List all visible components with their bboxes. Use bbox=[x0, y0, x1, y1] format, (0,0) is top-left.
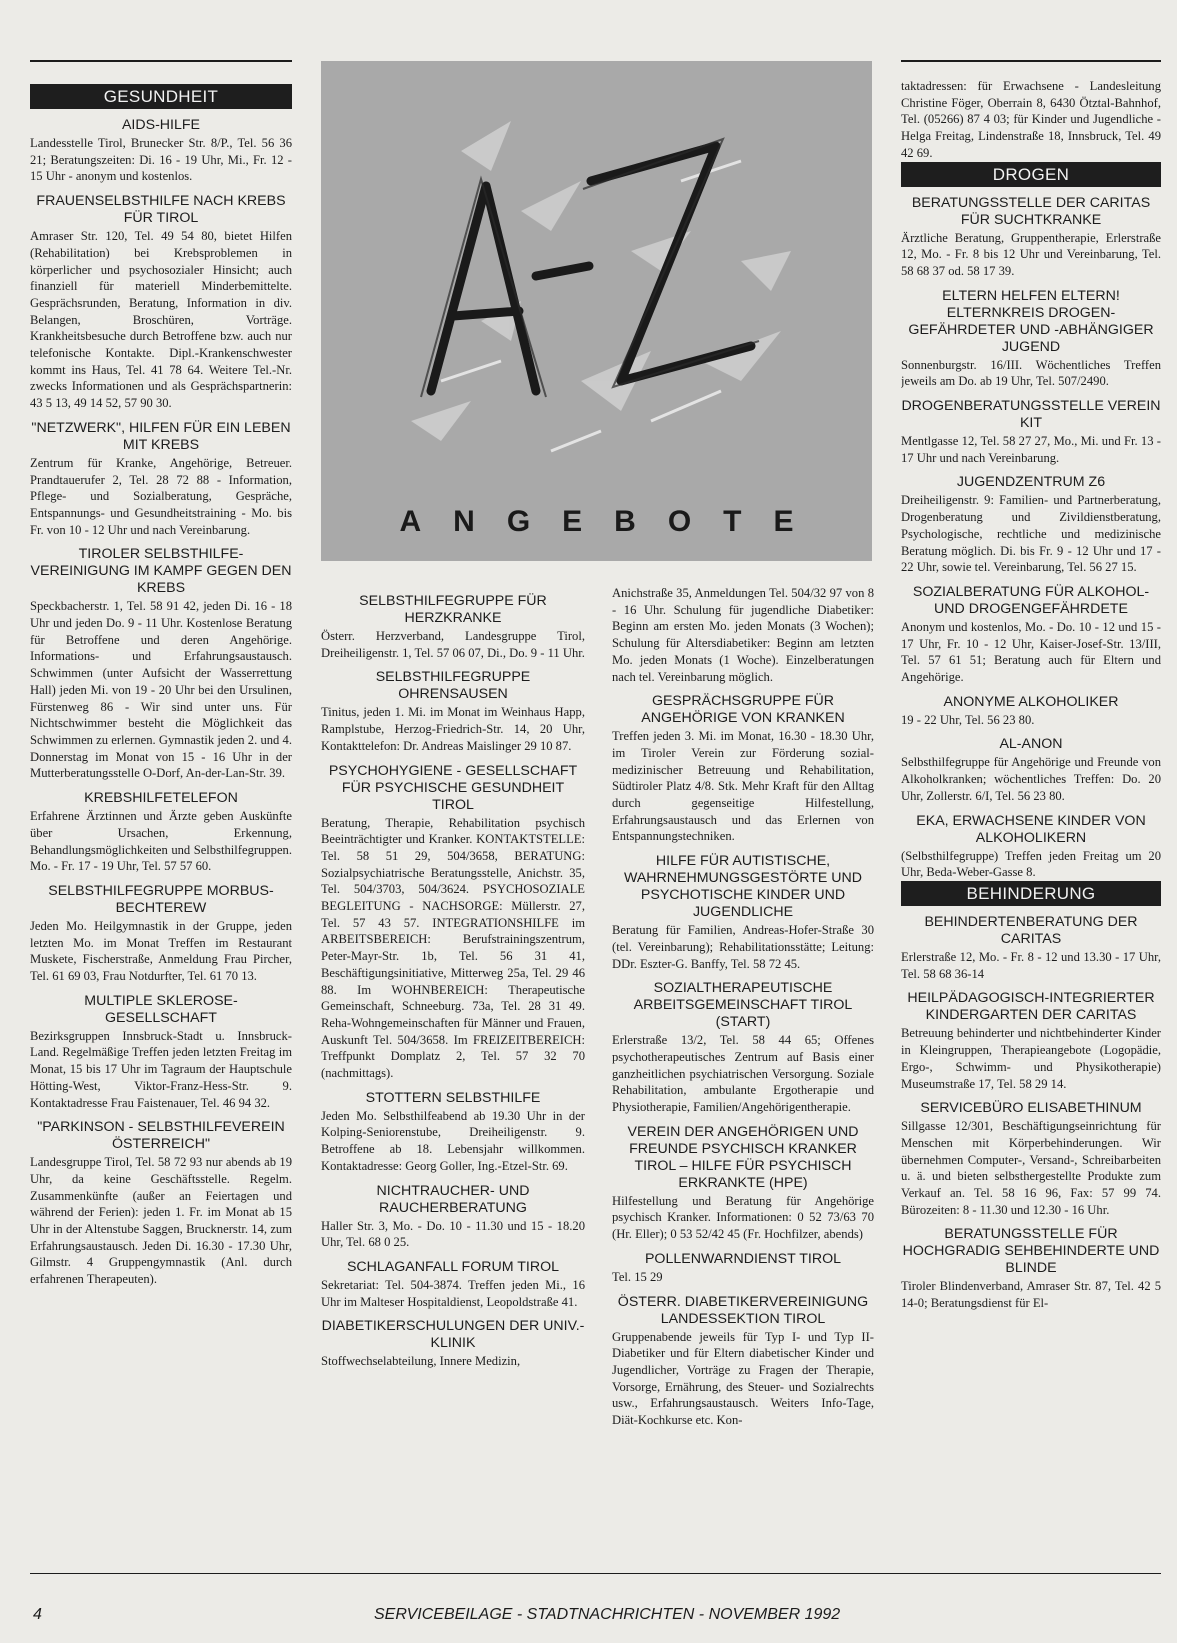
entry-title: ELTERN HELFEN ELTERN! ELTERNKREIS DROGEN-GEFÄHRDETER UND -ABHÄNGIGER JUGEND bbox=[908, 287, 1154, 355]
entry-body: 19 - 22 Uhr, Tel. 56 23 80. bbox=[901, 712, 1035, 727]
entry-body: Sillgasse 12/301, Beschäftigungseinrichtung für Menschen mit Körperbehinderungen. Wir übernehmen Computer-, Versand-, Schreibarbeiten u. ä. und bieten selbsthergestellte Produkte zum Verkauf an. Tel. 58 16 96, Fax: 57 99 74. Bürozeiten: 8 - 11.30 und 12.30 - 16 Uhr. bbox=[901, 1119, 1161, 1217]
entry-title: SOZIALTHERAPEUTISCHE ARBEITSGEMEINSCHAFT TIROL (START) bbox=[633, 980, 853, 1031]
entry-body: Ärztliche Beratung, Gruppentherapie, Erlerstraße 12, Mo. - Fr. 8 bis 12 Uhr und Vereinbarung, Tel. 58 68 37 od. 58 17 39. bbox=[901, 230, 1161, 278]
entry-body: Beratung für Familien, Andreas-Hofer-Straße 30 (tel. Vereinbarung); Rehabilitationsstätte; Leitung: DDr. Eszter-G. Banffy, Tel. 58 72 45. bbox=[612, 923, 874, 971]
angebote-wordmark: ANGEBOTE bbox=[399, 505, 826, 538]
entry-body: Zentrum für Kranke, Angehörige, Betreuer. Prandtauerufer 2, Tel. 28 72 88 - Information, Pflege- und Sozialberatung, Gespräche, Entspannungs- und Gesundheitstraining - Mo. bis Fr. von 10 - 12 Uhr und nach Vereinbarung. bbox=[30, 455, 292, 537]
entry-title: VEREIN DER ANGEHÖRIGEN UND FREUNDE PSYCHISCH KRANKER TIROL – HILFE FÜR PSYCHISCH ERKRANKTE (HPE) bbox=[627, 1123, 859, 1191]
section-header: BEHINDERUNG bbox=[901, 881, 1161, 906]
entry-body: Stoffwechselabteilung, Innere Medizin, bbox=[321, 1354, 521, 1369]
entry-body: Amraser Str. 120, Tel. 49 54 80, bietet Hilfen (Rehabilitation) bei Krebsproblemen in körperlicher und psychosozialer Hinsicht; auch finanziell für materiell Minderbemittelte. Gesprächsrunden, Beratung, Information in div. Belangen, Broschüren, Vorträge. Krankheitsbesuche durch Betroffene bzw. auch nur telefonische Kontakte. Dipl.-Krankenschwester kommt ins Haus, Tel. 41 78 64. Weitere Tel.-Nr. zwecks Informationen und als Gesprächspartnerin: 43 5 13, 49 14 52, 57 90 30. bbox=[30, 229, 292, 411]
entry-body: Hilfestellung und Beratung für Angehörige psychisch Kranker. Informationen: 0 52 73/63 70 (Hr. Eller); 0 53 52/42 45 (Fr. Hochfilzer, abends) bbox=[612, 1193, 874, 1242]
entry-body: Sekretariat: Tel. 504-3874. Treffen jeden Mi., 16 Uhr im Malteser Hospitaldienst, Leopoldstraße 41. bbox=[321, 1277, 585, 1309]
top-rule-right bbox=[901, 60, 1161, 62]
entry-body: Bezirksgruppen Innsbruck-Stadt u. Innsbruck-Land. Regelmäßige Treffen jeden letzten Freitag im Monat, 15 bis 17 Uhr im Tagraum der Hauptschule Hötting-West, Viktor-Franz-Hess-Str. 9. Kontaktadresse Frau Faistenauer, Tel. 46 94 32. bbox=[30, 1028, 292, 1110]
entry-body: taktadressen: für Erwachsene - Landesleitung Christine Föger, Oberrain 8, 6430 Ötztal-Bahnhof, Tel. (05266) 87 4 03; für Kinder und Jugendliche - Helga Freitag, Lindenstraße 18, Innsbruck, Tel. 49 42 69. bbox=[901, 79, 1161, 160]
entry-body: Betreuung behinderter und nichtbehinderter Kinder in Kleingruppen, Therapieangebote (Logopädie, Ergo-, Schwimm- und Physikotherapie) Museumstraße 17, Tel. 58 29 14. bbox=[901, 1026, 1161, 1091]
entry-title: BEHINDERTENBERATUNG DER CARITAS bbox=[924, 913, 1138, 947]
entry-body: Mentlgasse 12, Tel. 58 27 27, Mo., Mi. und Fr. 13 - 17 Uhr und nach Vereinbarung. bbox=[901, 434, 1161, 465]
entry-title: ANONYME ALKOHOLIKER bbox=[943, 693, 1119, 710]
entry-title: DIABETIKERSCHULUNGEN DER UNIV.-KLINIK bbox=[321, 1318, 585, 1352]
entry-title: SCHLAGANFALL FORUM TIROL bbox=[346, 1258, 560, 1275]
entry-title: "PARKINSON - SELBSTHILFEVEREIN ÖSTERREICH" bbox=[37, 1119, 285, 1153]
entry-body: Speckbacherstr. 1, Tel. 58 91 42, jeden Di. 16 - 18 Uhr und jeden Do. 9 - 11 Uhr. Kostenlose Beratung für Betroffene und deren Angehörige. Informations- und Erfahrungsaustausch. Schwimmen (unter Aufsicht der Wasserrettung Hall) jeden Mi. von 19 - 20 Uhr bei den Ursulinen, Fürstenweg 86 - Wir sind unter uns. Für Nichtschwimmer besteht die Möglichkeit das Schwimmen zu erlernen. Gymnastik jeden 2. und 4. Donnerstag im Monat von 15 - 16 Uhr in der Mutterberatungsstelle O-Dorf, An-der-Lan-Str. 39. bbox=[30, 599, 292, 781]
entry-title: SERVICEBÜRO ELISABETHINUM bbox=[920, 1100, 1142, 1117]
entry-title: DROGENBERATUNGSSTELLE VEREIN KIT bbox=[901, 398, 1161, 432]
column-middle-right bbox=[612, 585, 874, 1555]
entry-title: MULTIPLE SKLEROSE-GESELLSCHAFT bbox=[84, 992, 238, 1026]
entry-body: Erlerstraße 13/2, Tel. 58 44 65; Offenes psychotherapeutisches Zentrum auf Basis einer ganzheitlichen psychiatrischen Versorgung. Soziale Rehabilitation, ambulante Ergotherapie und Physiotherapie, Familien/Angehörigentherapie. bbox=[612, 1033, 874, 1115]
entry-title: STOTTERN SELBSTHILFE bbox=[365, 1089, 541, 1106]
entry-title: NICHTRAUCHER- UND RAUCHERBERATUNG bbox=[376, 1182, 530, 1216]
entry-title: SELBSTHILFEGRUPPE OHRENSAUSEN bbox=[375, 669, 531, 703]
column-gesundheit bbox=[30, 84, 292, 1554]
entry-title: HILFE FÜR AUTISTISCHE, WAHRNEHMUNGSGESTÖRTE UND PSYCHOTISCHE KINDER UND JUGENDLICHE bbox=[623, 853, 863, 921]
entry-body: Anichstraße 35, Anmeldungen Tel. 504/32 97 von 8 - 16 Uhr. Schulung für jugendliche Diabetiker: Beginn am ersten Mo. jeden Monats (3 Wochen); Schulung für Altersdiabetiker: Beginn am letzten Mo. jeden Monats (1 Woche). Einzelberatungen nach tel. Vereinbarung möglich. bbox=[612, 586, 874, 684]
entry-title: "NETZWERK", HILFEN FÜR EIN LEBEN MIT KREBS bbox=[31, 419, 291, 453]
entry-body: Österr. Herzverband, Landesgruppe Tirol, Dreiheiligenstr. 1, Tel. 57 06 07, Di., Do. 9 - 11 Uhr. bbox=[321, 629, 585, 660]
entry-body: Erfahrene Ärztinnen und Ärzte geben Auskünfte über Ursachen, Erkennung, Behandlungsmöglichkeiten und Selbsthilfegruppen. Mo. - Fr. 17 - 19 Uhr, Tel. 57 57 60. bbox=[30, 809, 292, 874]
entry-title: BERATUNGSSTELLE DER CARITAS FÜR SUCHTKRANKE bbox=[911, 194, 1151, 228]
entry-body: Jeden Mo. Selbsthilfeabend ab 19.30 Uhr in der Kolping-Seniorenstube, Dreiheiligenstr. 9. Betroffene ab 18. Lebensjahr willkommen. Kontaktadresse: Georg Goller, Ing.-Etzel-Str. 69. bbox=[321, 1108, 585, 1173]
entry-body: Treffen jeden 3. Mi. im Monat, 16.30 - 18.30 Uhr, im Tiroler Verein zur Förderung sozial-medizinischer Betreuung und Rehabilitation, Südtiroler Platz 4/8. Stk. Mehr Kraft für den Alltag durch gegenseitige Hilfestellung, Erfahrungsaustausch und das Erlernen von Entspannungstechniken. bbox=[612, 729, 874, 844]
top-rule-left bbox=[30, 60, 292, 62]
entry-body: Beratung, Therapie, Rehabilitation psychisch Beeinträchtigter und Kranker. KONTAKTSTELLE: Tel. 58 51 29, 504/3658, BERATUNG: Sozialpsychiatrische Beratungsstelle, Anichstr. 35, Tel. 504/3703, 504/3624. PSYCHOSOZIALE BEGLEITUNG - NACHSORGE: Müllerstr. 27, Tel. 57 43 57. INTEGRATIONSHILFE im ARBEITSBEREICH: Berufstrainingszentrum, Peter-Mayr-Str. 1b, Tel. 56 31 41, Beschäftigungsinitiative, Mitterweg 25a, Tel. 29 46 88. Im WOHNBEREICH: Therapeutische Gemeinschaft, Schneeburg. 73a, Tel. 28 31 49. Reha-Wohngemeinschaften für Männer und Frauen, Auskunft Tel. 504/3658. Im FREIZEITBEREICH: Treffpunkt Domplatz 2, Tel. 57 32 70 (nachmittags). bbox=[321, 815, 585, 1081]
entry-title: SELBSTHILFEGRUPPE MORBUS-BECHTEREW bbox=[48, 882, 274, 916]
entry-body: Gruppenabende jeweils für Typ I- und Typ II-Diabetiker und für Eltern diabetischer Kinder und Jugendlicher, Vorträge zu Fragen der Therapie, Vorsorge, Ernährung, des Steuer- und Sozialrechts usw., Erfahrungsaustausch. Weiters Info-Tage, Diät-Kochkurse etc. Kon- bbox=[612, 1329, 874, 1428]
entry-title: FRAUENSELBSTHILFE NACH KREBS FÜR TIROL bbox=[36, 193, 286, 227]
entry-title: GESPRÄCHSGRUPPE FÜR ANGEHÖRIGE VON KRANKEN bbox=[641, 693, 845, 727]
entry-title: SOZIALBERATUNG FÜR ALKOHOL- UND DROGENGEFÄHRDETE bbox=[912, 583, 1150, 617]
section-header: GESUNDHEIT bbox=[30, 84, 292, 109]
entry-body: Sonnenburgstr. 16/III. Wöchentliches Treffen jeweils am Do. ab 19 Uhr, Tel. 507/2490. bbox=[901, 357, 1161, 389]
entry-title: JUGENDZENTRUM Z6 bbox=[956, 474, 1106, 491]
entry-title: TIROLER SELBSTHILFE-VEREINIGUNG IM KAMPF GEGEN DEN KREBS bbox=[30, 546, 292, 597]
entry-title: POLLENWARNDIENST TIROL bbox=[644, 1250, 842, 1267]
section-header: DROGEN bbox=[901, 162, 1161, 187]
entry-title: SELBSTHILFEGRUPPE FÜR HERZKRANKE bbox=[359, 593, 547, 626]
entry-body: Landesgruppe Tirol, Tel. 58 72 93 nur abends ab 19 Uhr, da keine Geschäftsstelle. Regelm. Zusammenkünfte (außer an Feiertagen und während der Ferien): jeden 1. Fr. im Monat ab 15 Uhr in der Altenstube Saggen, Brucknerstr. 14, zum Erfahrungsaustausch. Jeden Di. 16.30 - 17.30 Uhr, Gilmstr. 4 Gruppengymnastik (Anl. durch erfahrenen Therapeuten). bbox=[30, 1155, 292, 1287]
a-z-angebote-artwork bbox=[321, 61, 872, 561]
entry-body: Anonym und kostenlos, Mo. - Do. 10 - 12 und 15 - 17 Uhr, Fr. 10 - 12 Uhr, Kaiser-Josef-Str. 13/III, Tel. 57 61 51; Beratung auch für Eltern und Angehörige. bbox=[901, 619, 1161, 685]
entry-title: ÖSTERR. DIABETIKERVEREINIGUNG LANDESSEKTION TIROL bbox=[617, 1293, 869, 1327]
entry-body: Tinitus, jeden 1. Mi. im Monat im Weinhaus Happ, Ramplstube, Herzog-Friedrich-Str. 14, 20 Uhr, Kontakttelefon: Dr. Andreas Maislinger 29 10 87. bbox=[321, 705, 585, 753]
bottom-rule bbox=[30, 1573, 1161, 1574]
entry-body: Haller Str. 3, Mo. - Do. 10 - 11.30 und 15 - 18.20 Uhr, Tel. 68 0 25. bbox=[321, 1218, 585, 1250]
entry-body: Tel. 15 29 bbox=[612, 1269, 663, 1284]
entry-body: Tiroler Blindenverband, Amraser Str. 87, Tel. 42 5 14-0; Beratungsdienst für El- bbox=[901, 1279, 1161, 1311]
entry-body: Jeden Mo. Heilgymnastik in der Gruppe, jeden letzten Mo. im Monat Treffen im Restaurant Muskete, Fischerstraße, Anmeldung Frau Pircher, Tel. 61 69 03, Frau Notdurfter, Tel. 61 70 13. bbox=[30, 918, 292, 984]
entry-title: HEILPÄDAGOGISCH-INTEGRIERTER KINDERGARTEN DER CARITAS bbox=[907, 990, 1155, 1024]
entry-body: (Selbsthilfegruppe) Treffen jeden Freitag um 20 Uhr, Beda-Weber-Gasse 8. bbox=[901, 848, 1161, 880]
column-drogen-behinderung bbox=[901, 78, 1161, 1554]
entry-title: AIDS-HILFE bbox=[121, 117, 201, 133]
entry-body: Landesstelle Tirol, Brunecker Str. 8/P., Tel. 56 36 21; Beratungszeiten: Di. 16 - 19 Uhr, Mi., Fr. 12 - 15 Uhr - anonym und kostenlos. bbox=[30, 136, 292, 184]
entry-title: PSYCHOHYGIENE - GESELLSCHAFT FÜR PSYCHISCHE GESUNDHEIT TIROL bbox=[328, 762, 578, 813]
entry-title: AL-ANON bbox=[999, 736, 1063, 753]
footer-title: SERVICEBEILAGE - STADTNACHRICHTEN - NOVEMBER 1992 bbox=[374, 1606, 841, 1623]
entry-title: BERATUNGSSTELLE FÜR HOCHGRADIG SEHBEHINDERTE UND BLINDE bbox=[902, 1226, 1160, 1277]
page-number: 4 bbox=[33, 1606, 42, 1623]
entry-body: Erlerstraße 12, Mo. - Fr. 8 - 12 und 13.30 - 17 Uhr, Tel. 58 68 36-14 bbox=[901, 949, 1161, 981]
column-middle-left bbox=[321, 585, 585, 1555]
entry-title: EKA, ERWACHSENE KINDER VON ALKOHOLIKERN bbox=[916, 812, 1146, 846]
entry-title: KREBSHILFETELEFON bbox=[84, 790, 238, 807]
entry-body: Dreiheiligenstr. 9: Familien- und Partnerberatung, Drogenberatung und Zivildienstberatung, Psychologische, rechtliche und medizinische Beratung möglich. Di. bis Fr. 9 - 12 Uhr und 17 - 22 Uhr, sowie tel. Vereinbarung, Tel. 56 27 15. bbox=[901, 493, 1161, 575]
entry-body: Selbsthilfegruppe für Angehörige und Freunde von Alkoholkranken; wöchentliches Treffen: Do. 20 Uhr, Zollerstr. 6/I, Tel. 56 23 80. bbox=[901, 755, 1161, 803]
